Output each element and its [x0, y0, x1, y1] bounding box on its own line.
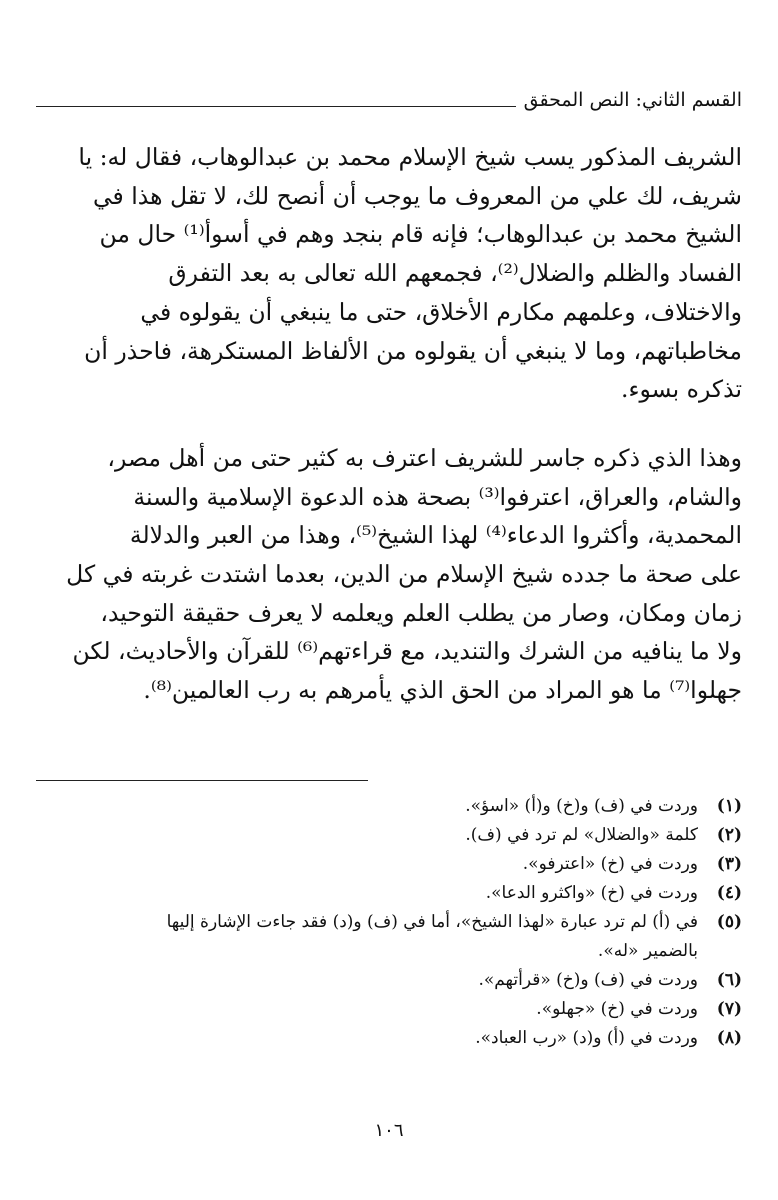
footnote-item [36, 879, 742, 908]
text-line: زمان ومكان، وصار من يطلب العلم ويعلمه لا يعرف حقيقة التوحيد، [100, 598, 742, 627]
footnote-line: وردت في (ف) و(خ) «قرأتهم». [478, 970, 698, 990]
text-line: وهذا الذي ذكره جاسر للشريف اعترف به كثير حتى من أهل مصر، [107, 443, 742, 472]
footnote-item [36, 821, 742, 850]
footnote-text [36, 995, 698, 1024]
footnote-item [36, 995, 742, 1024]
footnote-text [36, 850, 698, 879]
footnote-text [36, 821, 698, 850]
footnote-number: (٥) [716, 912, 742, 932]
footnote-line: وردت في (خ) «اعترفو». [522, 854, 698, 874]
footnote-line: في (أ) لم ترد عبارة «لهذا الشيخ»، أما في (ف) و(د) فقد جاءت الإشارة إليها [166, 912, 698, 932]
footnote-number: (٦) [716, 970, 742, 990]
footnote-item [36, 850, 742, 879]
running-header [36, 88, 742, 116]
text-line: مخاطباتهم، وما لا ينبغي أن يقولوه من الألفاظ المستكرهة، فاحذر أن [84, 336, 742, 365]
page-number: ١٠٦ [374, 1120, 404, 1141]
footnote-separator [36, 780, 368, 781]
footnote-number: (٢) [716, 825, 742, 845]
header-title: القسم الثاني: النص المحقق [516, 88, 742, 112]
text-line: تذكره بسوء. [621, 375, 742, 404]
footnote-number: (٤) [716, 883, 742, 903]
footnote-text [36, 966, 698, 995]
footnote-number: (٧) [716, 999, 742, 1019]
text-line: والشام، والعراق، اعترفوا⁽³⁾ بصحة هذه الدعوة الإسلامية والسنة [133, 482, 742, 511]
footnote-item [36, 966, 742, 995]
text-line: ولا ما ينافيه من الشرك والتنديد، مع قراءتهم⁽⁶⁾ للقرآن والأحاديث، لكن [72, 637, 742, 666]
footnote-text [36, 879, 698, 908]
text-line: الشيخ محمد بن عبدالوهاب؛ فإنه قام بنجد وهم في أسوأ⁽¹⁾ حال من [99, 220, 742, 249]
footnote-text [36, 1024, 698, 1053]
footnote-number: (٨) [716, 1028, 742, 1048]
footnote-line: بالضمير «له». [597, 941, 698, 961]
footnote-number: (٣) [716, 854, 742, 874]
text-line: على صحة ما جدده شيخ الإسلام من الدين، بعدما اشتدت غربته في كل [66, 560, 742, 589]
footnote-line: وردت في (خ) «جهلو». [536, 999, 698, 1019]
footnote-line: وردت في (أ) و(د) «رب العباد». [475, 1028, 698, 1048]
footnote-number: (١) [716, 796, 742, 816]
main-text [36, 138, 742, 710]
text-line: الشريف المذكور يسب شيخ الإسلام محمد بن عبدالوهاب، فقال له: يا [78, 143, 742, 171]
footnote-line: وردت في (خ) «واكثرو الدعا». [485, 883, 698, 903]
footnote-item [36, 1024, 742, 1053]
paragraph-2 [36, 439, 742, 710]
footnote-item [36, 792, 742, 821]
paragraph-1 [36, 138, 742, 409]
text-line: شريف، لك علي من المعروف ما يوجب أن أنصح لك، لا تقل هذا في [92, 181, 742, 210]
footnote-line: كلمة «والضلال» لم ترد في (ف). [465, 825, 698, 845]
footnotes-list [36, 792, 742, 1053]
footnote-text [36, 792, 698, 821]
text-line: المحمدية، وأكثروا الدعاء⁽⁴⁾ لهذا الشيخ⁽⁵⁾، وهذا من العبر والدلالة [129, 521, 742, 550]
text-line: جهلوا⁽⁷⁾ ما هو المراد من الحق الذي يأمرهم به رب العالمين⁽⁸⁾. [143, 676, 742, 705]
footnote-item [36, 908, 742, 966]
text-line: الفساد والظلم والضلال⁽²⁾، فجمعهم الله تعالى به بعد التفرق [168, 259, 742, 288]
footnote-text [36, 908, 698, 966]
text-line: والاختلاف، وعلمهم مكارم الأخلاق، حتى ما ينبغي أن يقولوه في [140, 297, 742, 326]
footnote-line: وردت في (ف) و(خ) و(أ) «اسؤ». [465, 796, 698, 816]
